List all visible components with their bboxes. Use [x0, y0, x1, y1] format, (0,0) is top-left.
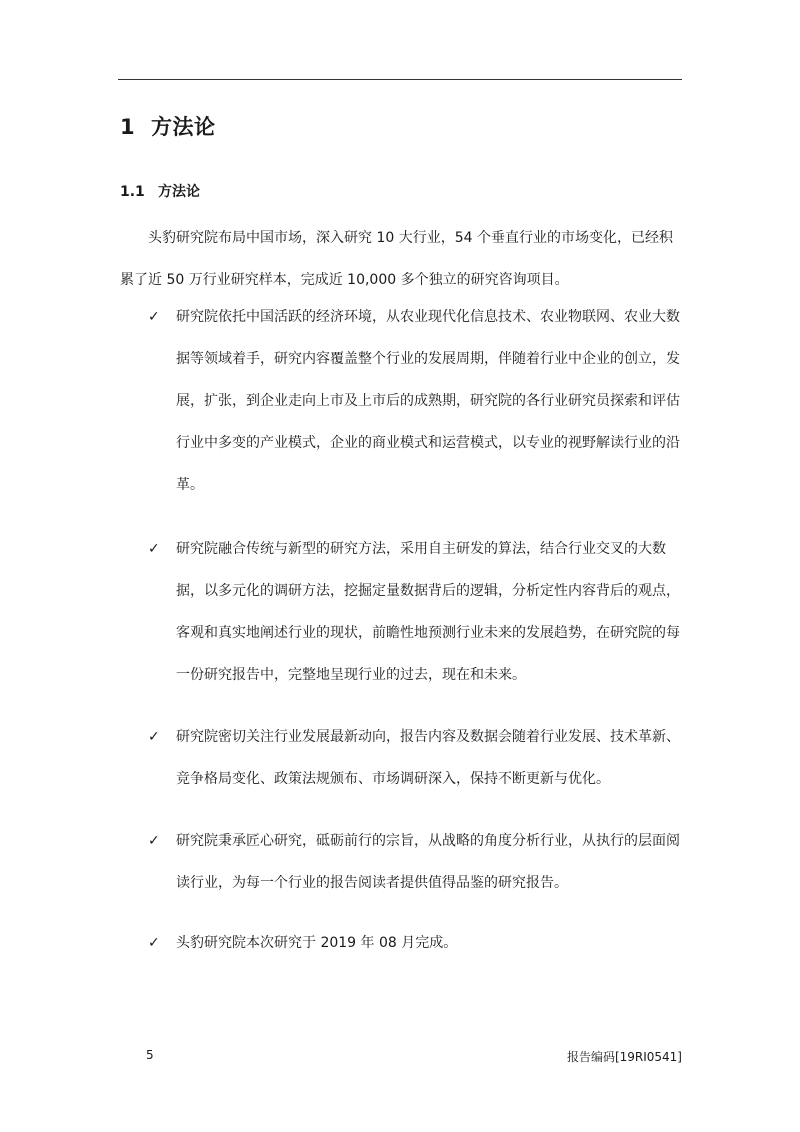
intro-paragraph: 头豹研究院布局中国市场，深入研究 10 大行业，54 个垂直行业的市场变化，已经积累了近 50 万行业研究样本，完成近 10,000 多个独立的研究咨询项目。 — [120, 230, 673, 288]
section-heading — [120, 111, 216, 141]
check-icon: ✓ — [148, 541, 160, 557]
bullet-item — [120, 716, 682, 800]
check-icon: ✓ — [148, 833, 160, 849]
bullet-text: 研究院依托中国活跃的经济环境，从农业现代化信息技术、农业物联网、农业大数据等领域着手，研究内容覆盖整个行业的发展周期，伴随着行业中企业的创立，发展，扩张，到企业走向上市及上市后的成熟期，研究院的各行业研究员探索和评估行业中多变的产业模式，企业的商业模式和运营模式，以专业的视野解读行业的沿革。 — [176, 309, 680, 493]
subsection-number: 1.1 — [120, 184, 145, 200]
bullet-item — [120, 296, 682, 506]
section-number: 1 — [120, 115, 136, 139]
bullet-text: 头豹研究院本次研究于 2019 年 08 月完成。 — [176, 935, 458, 951]
check-icon: ✓ — [148, 729, 160, 745]
check-icon: ✓ — [148, 309, 160, 325]
report-code: 报告编码[19RI0541] — [566, 1050, 682, 1064]
bullet-item — [120, 922, 682, 964]
bullet-item — [120, 820, 682, 904]
bullet-text: 研究院秉承匠心研究，砥砺前行的宗旨，从战略的角度分析行业，从执行的层面阅读行业，为每一个行业的报告阅读者提供值得品鉴的研究报告。 — [176, 833, 680, 891]
bullet-item — [120, 528, 682, 696]
check-icon: ✓ — [148, 935, 160, 951]
bullet-text: 研究院密切关注行业发展最新动向，报告内容及数据会随着行业发展、技术革新、竞争格局变化、政策法规颁布、市场调研深入，保持不断更新与优化。 — [176, 729, 680, 787]
section-title: 方法论 — [151, 115, 216, 139]
bullet-text: 研究院融合传统与新型的研究方法，采用自主研发的算法，结合行业交叉的大数据，以多元化的调研方法，挖掘定量数据背后的逻辑，分析定性内容背后的观点，客观和真实地阐述行业的现状，前瞻性地预测行业未来的发展趋势，在研究院的每一份研究报告中，完整地呈现行业的过去，现在和未来。 — [176, 541, 680, 683]
header-rule — [118, 79, 682, 80]
subsection-title: 方法论 — [158, 184, 200, 200]
subsection-heading — [120, 181, 200, 201]
page-number: 5 — [146, 1048, 154, 1062]
